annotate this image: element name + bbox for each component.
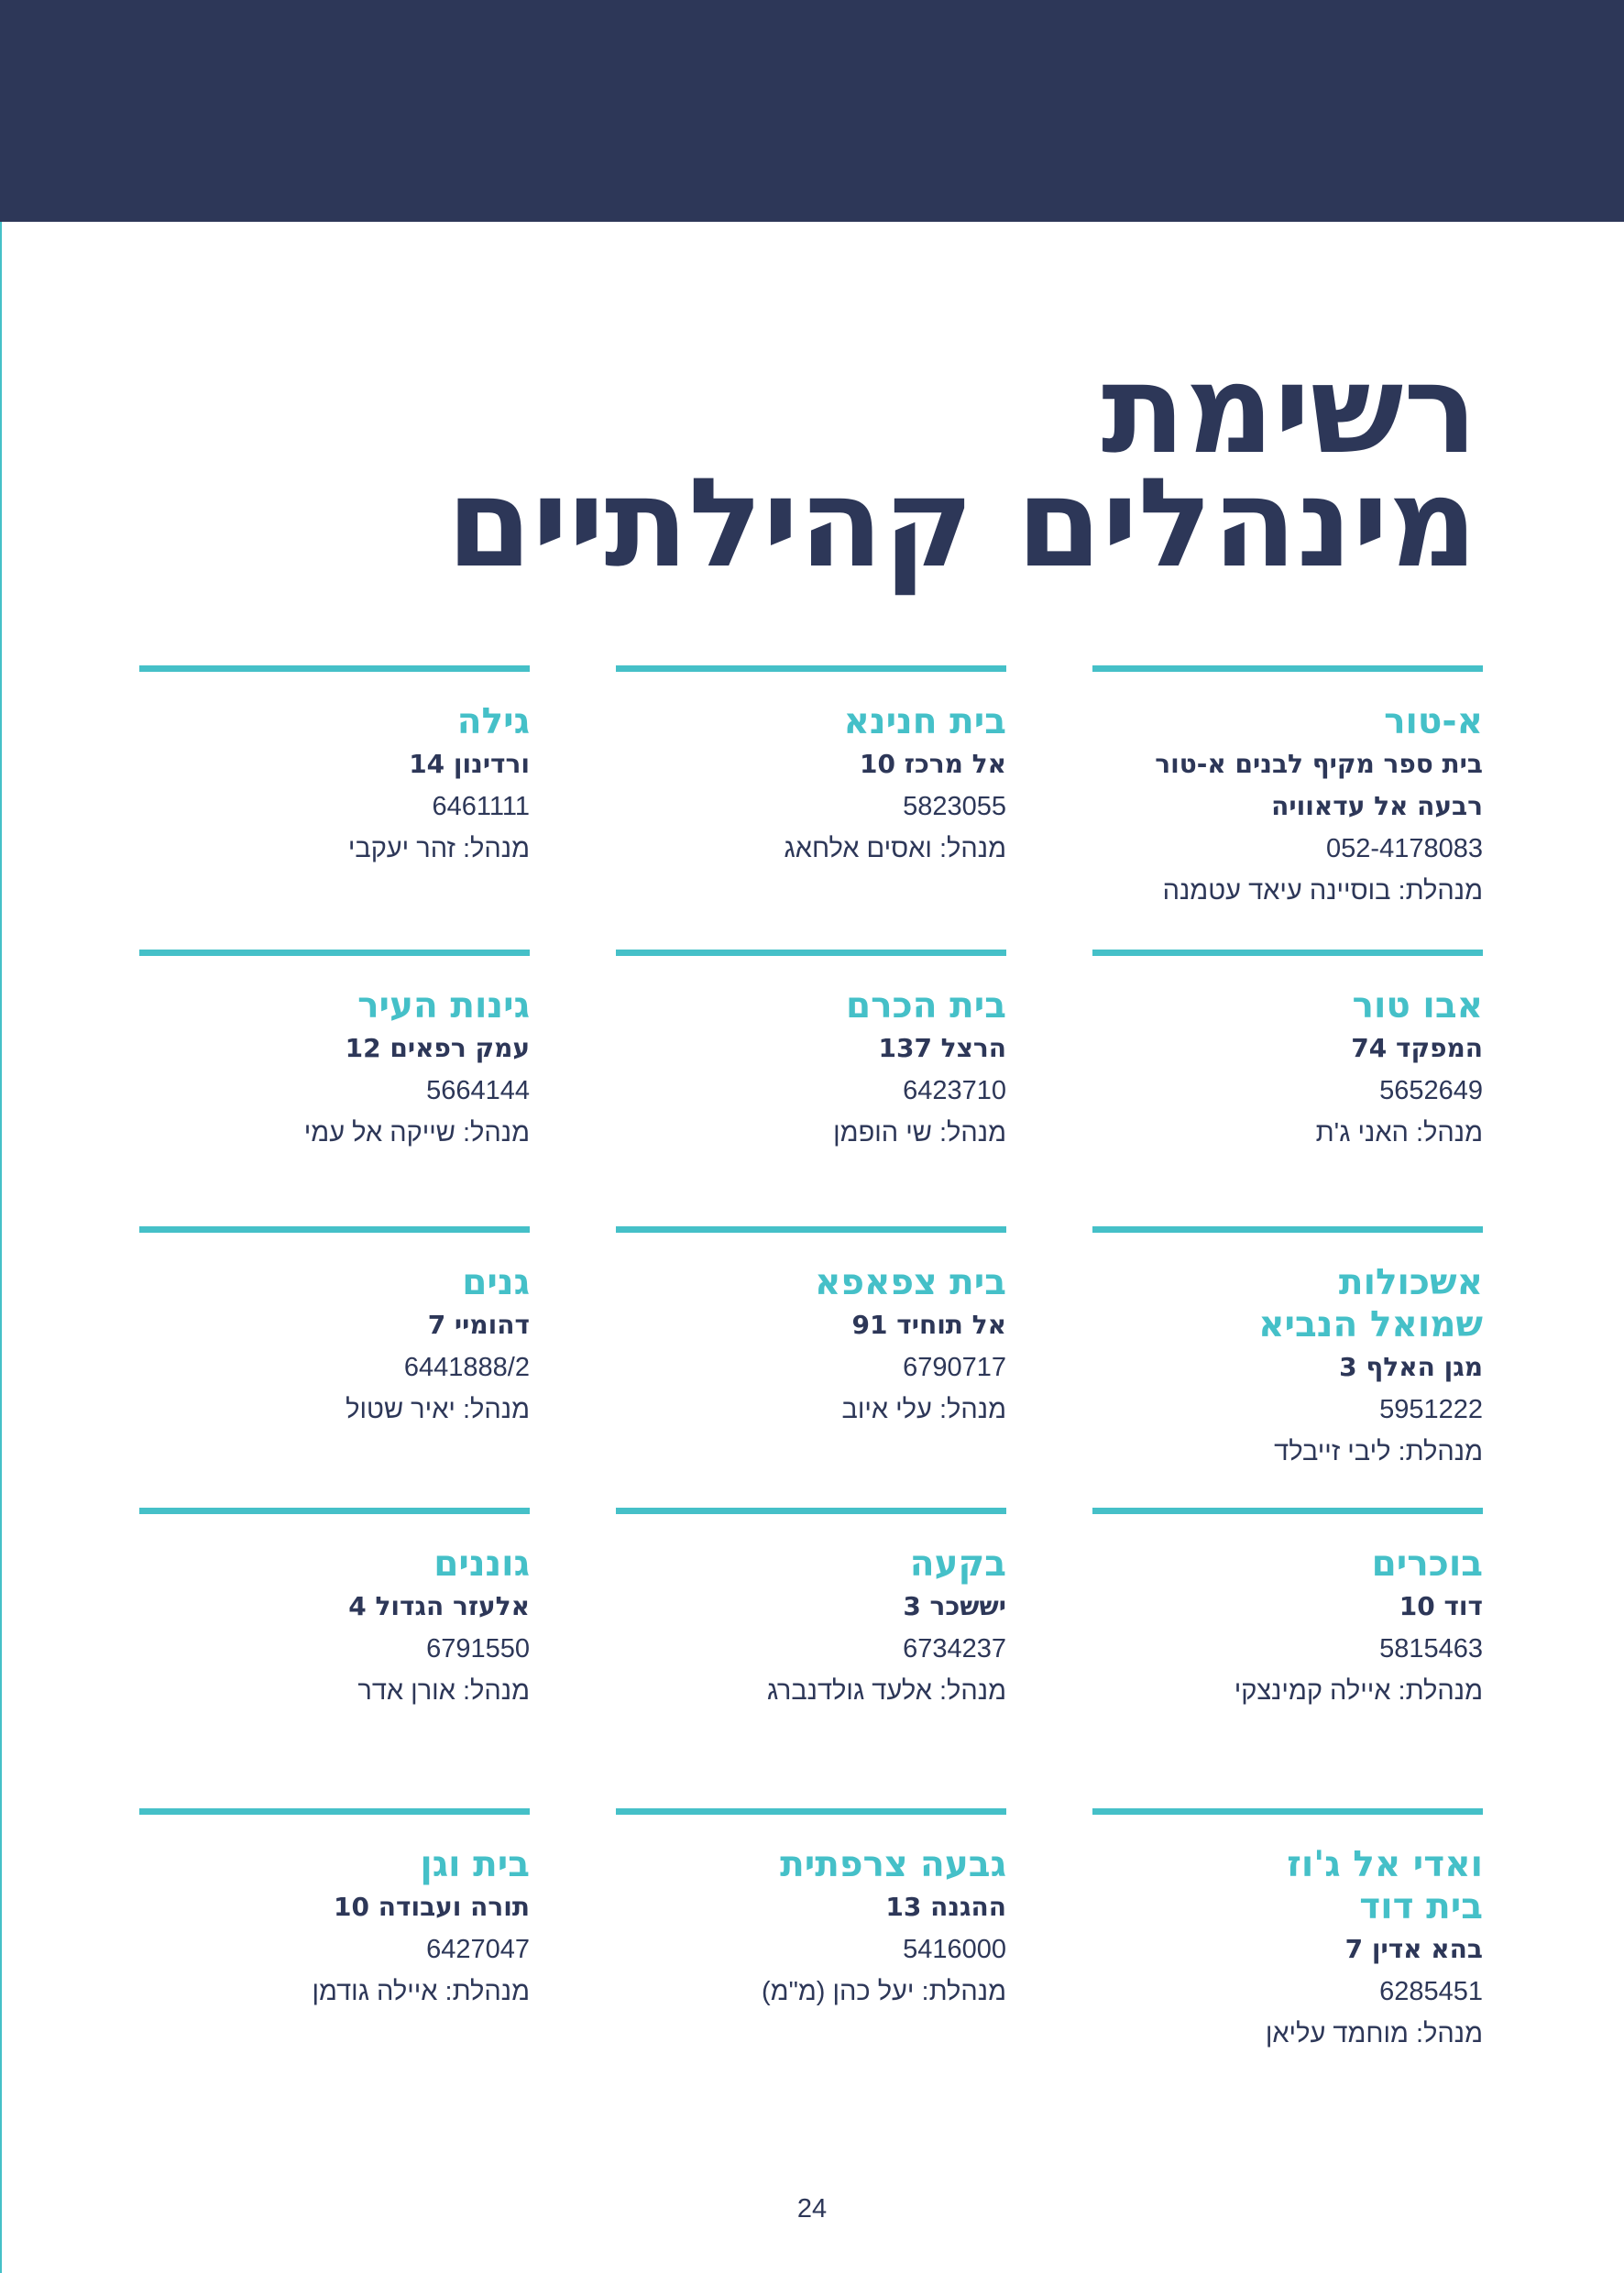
page-number: 24 [796,2194,828,2224]
entry-manager: מנהל: זהר יעקבי [347,834,530,863]
entry-manager: מנהל: אורן אדר [357,1676,530,1706]
left-edge-line [0,222,2,2273]
entry-address: יששכר 3 [903,1591,1006,1621]
entry-name: בית וגן [420,1844,530,1885]
entry-divider [139,665,530,672]
entry-phone: 5652649 [1379,1076,1483,1105]
entry-baka [616,1508,1006,1712]
entry-address: ההגנה 13 [885,1892,1006,1922]
entry-phone: 5815463 [1379,1634,1483,1664]
entry-phone: 6461111 [432,792,530,821]
entry-divider [616,1808,1006,1815]
entry-bukharim [1092,1508,1483,1712]
entry-name: בית חנינא [843,701,1006,742]
entry-name: גילה [456,701,530,742]
entry-phone: 5664144 [426,1076,530,1105]
entry-address: בית ספר מקיף לבנים א-טור רבעה אל עדאוויה [1155,749,1483,821]
entry-manager: מנהל: מוחמד עליאן [1265,2019,1483,2048]
entry-beit-safafa [616,1226,1006,1431]
entry-phone: 5416000 [903,1935,1006,1964]
entry-eshkolot [1092,1226,1483,1473]
entry-manager: מנהלת: איילה קמינצקי [1234,1676,1483,1706]
entry-manager: מנהל: ואסים אלחאג [784,834,1006,863]
entry-address: ורדינון 14 [409,749,530,779]
entry-phone: 6441888/2 [403,1353,530,1382]
entry-address: עמק רפאים 12 [345,1033,530,1063]
entry-gonenim [139,1508,530,1712]
entry-manager: מנהלת: בוסיינה עיאד עטמנה [1162,876,1483,906]
entry-address: דהומיי 7 [427,1310,530,1340]
entry-address: מגן האלף 3 [1339,1352,1483,1382]
entry-phone: 6423710 [903,1076,1006,1105]
entry-abu-tor [1092,950,1483,1154]
entry-divider [1092,1808,1483,1815]
entry-a-tur [1092,665,1483,912]
page-title-line-2: מינהלים קהילתיים [446,452,1477,595]
entry-beit-hanina [616,665,1006,870]
entry-address: אל מרכז 10 [860,749,1006,779]
entry-name: בקעה [909,1543,1006,1585]
entry-manager: מנהל: שייקה אל עמי [303,1118,530,1147]
entry-address: אלעזר הגדול 4 [348,1591,530,1621]
entry-name: בוכרים [1371,1543,1483,1585]
entry-manager: מנהל: עלי איוב [841,1395,1006,1424]
top-banner [0,0,1624,222]
entry-ginot-hair [139,950,530,1154]
entry-divider [616,1226,1006,1233]
entry-manager: מנהל: אלעד גולדנברג [767,1676,1006,1706]
entry-address: הרצל 137 [878,1033,1006,1063]
entry-name: א-טור [1384,701,1483,742]
entry-name: בית הכרם [845,985,1006,1027]
entry-manager: מנהל: האני ג'ת [1315,1118,1483,1147]
entry-name: גבעה צרפתית [780,1844,1006,1885]
entry-manager: מנהל: יאיר שטול [346,1395,530,1424]
entry-divider [139,1508,530,1514]
entry-wadi-al-joz [1092,1808,1483,2055]
entry-divider [616,950,1006,956]
entry-address: בהא אדין 7 [1344,1934,1483,1964]
entry-manager: מנהל: שי הופמן [833,1118,1006,1147]
page-title [194,338,1477,595]
entry-address: המפקד 74 [1351,1033,1483,1063]
entry-divider [139,1226,530,1233]
entry-name: גוננים [433,1543,530,1585]
entry-divider [1092,1508,1483,1514]
entry-address: דוד 10 [1399,1591,1483,1621]
entry-divider [1092,1226,1483,1233]
entry-givat-tsarfatit [616,1808,1006,2013]
page-title-line-1: רשימת [1101,338,1477,481]
entry-divider [616,665,1006,672]
entry-name: אבו טור [1352,985,1483,1027]
entry-ganim [139,1226,530,1431]
entry-manager: מנהלת: יעל כהן (מ"מ) [761,1977,1006,2006]
entry-phone: 5951222 [1379,1395,1483,1424]
entry-phone: 6791550 [426,1634,530,1664]
entry-name: גינות העיר [357,985,530,1027]
entry-phone: 6790717 [903,1353,1006,1382]
entry-manager: מנהלת: איילה גודמן [312,1977,530,2006]
entry-name: גנים [462,1262,530,1303]
entry-phone: 5823055 [903,792,1006,821]
entry-phone: 6285451 [1379,1977,1483,2006]
entry-address: אל תוחיד 91 [851,1310,1006,1340]
entry-name: בית צפאפא [814,1262,1006,1303]
entry-divider [139,1808,530,1815]
entry-address: תורה ועבודה 10 [334,1892,530,1922]
entry-gilo [139,665,530,870]
entry-divider [1092,665,1483,672]
entry-name: אשכולות שמואל הנביא [1258,1262,1483,1345]
entry-phone: 6734237 [903,1634,1006,1664]
entry-beit-hakerem [616,950,1006,1154]
entry-phone: 052-4178083 [1326,834,1483,863]
entry-name: ואדי אל ג'וז בית דוד [1287,1844,1483,1927]
entry-phone: 6427047 [426,1935,530,1964]
entry-beit-vagan [139,1808,530,2013]
entry-divider [616,1508,1006,1514]
entry-divider [139,950,530,956]
entry-divider [1092,950,1483,956]
entry-manager: מנהלת: ליבי זייבלד [1274,1437,1483,1466]
